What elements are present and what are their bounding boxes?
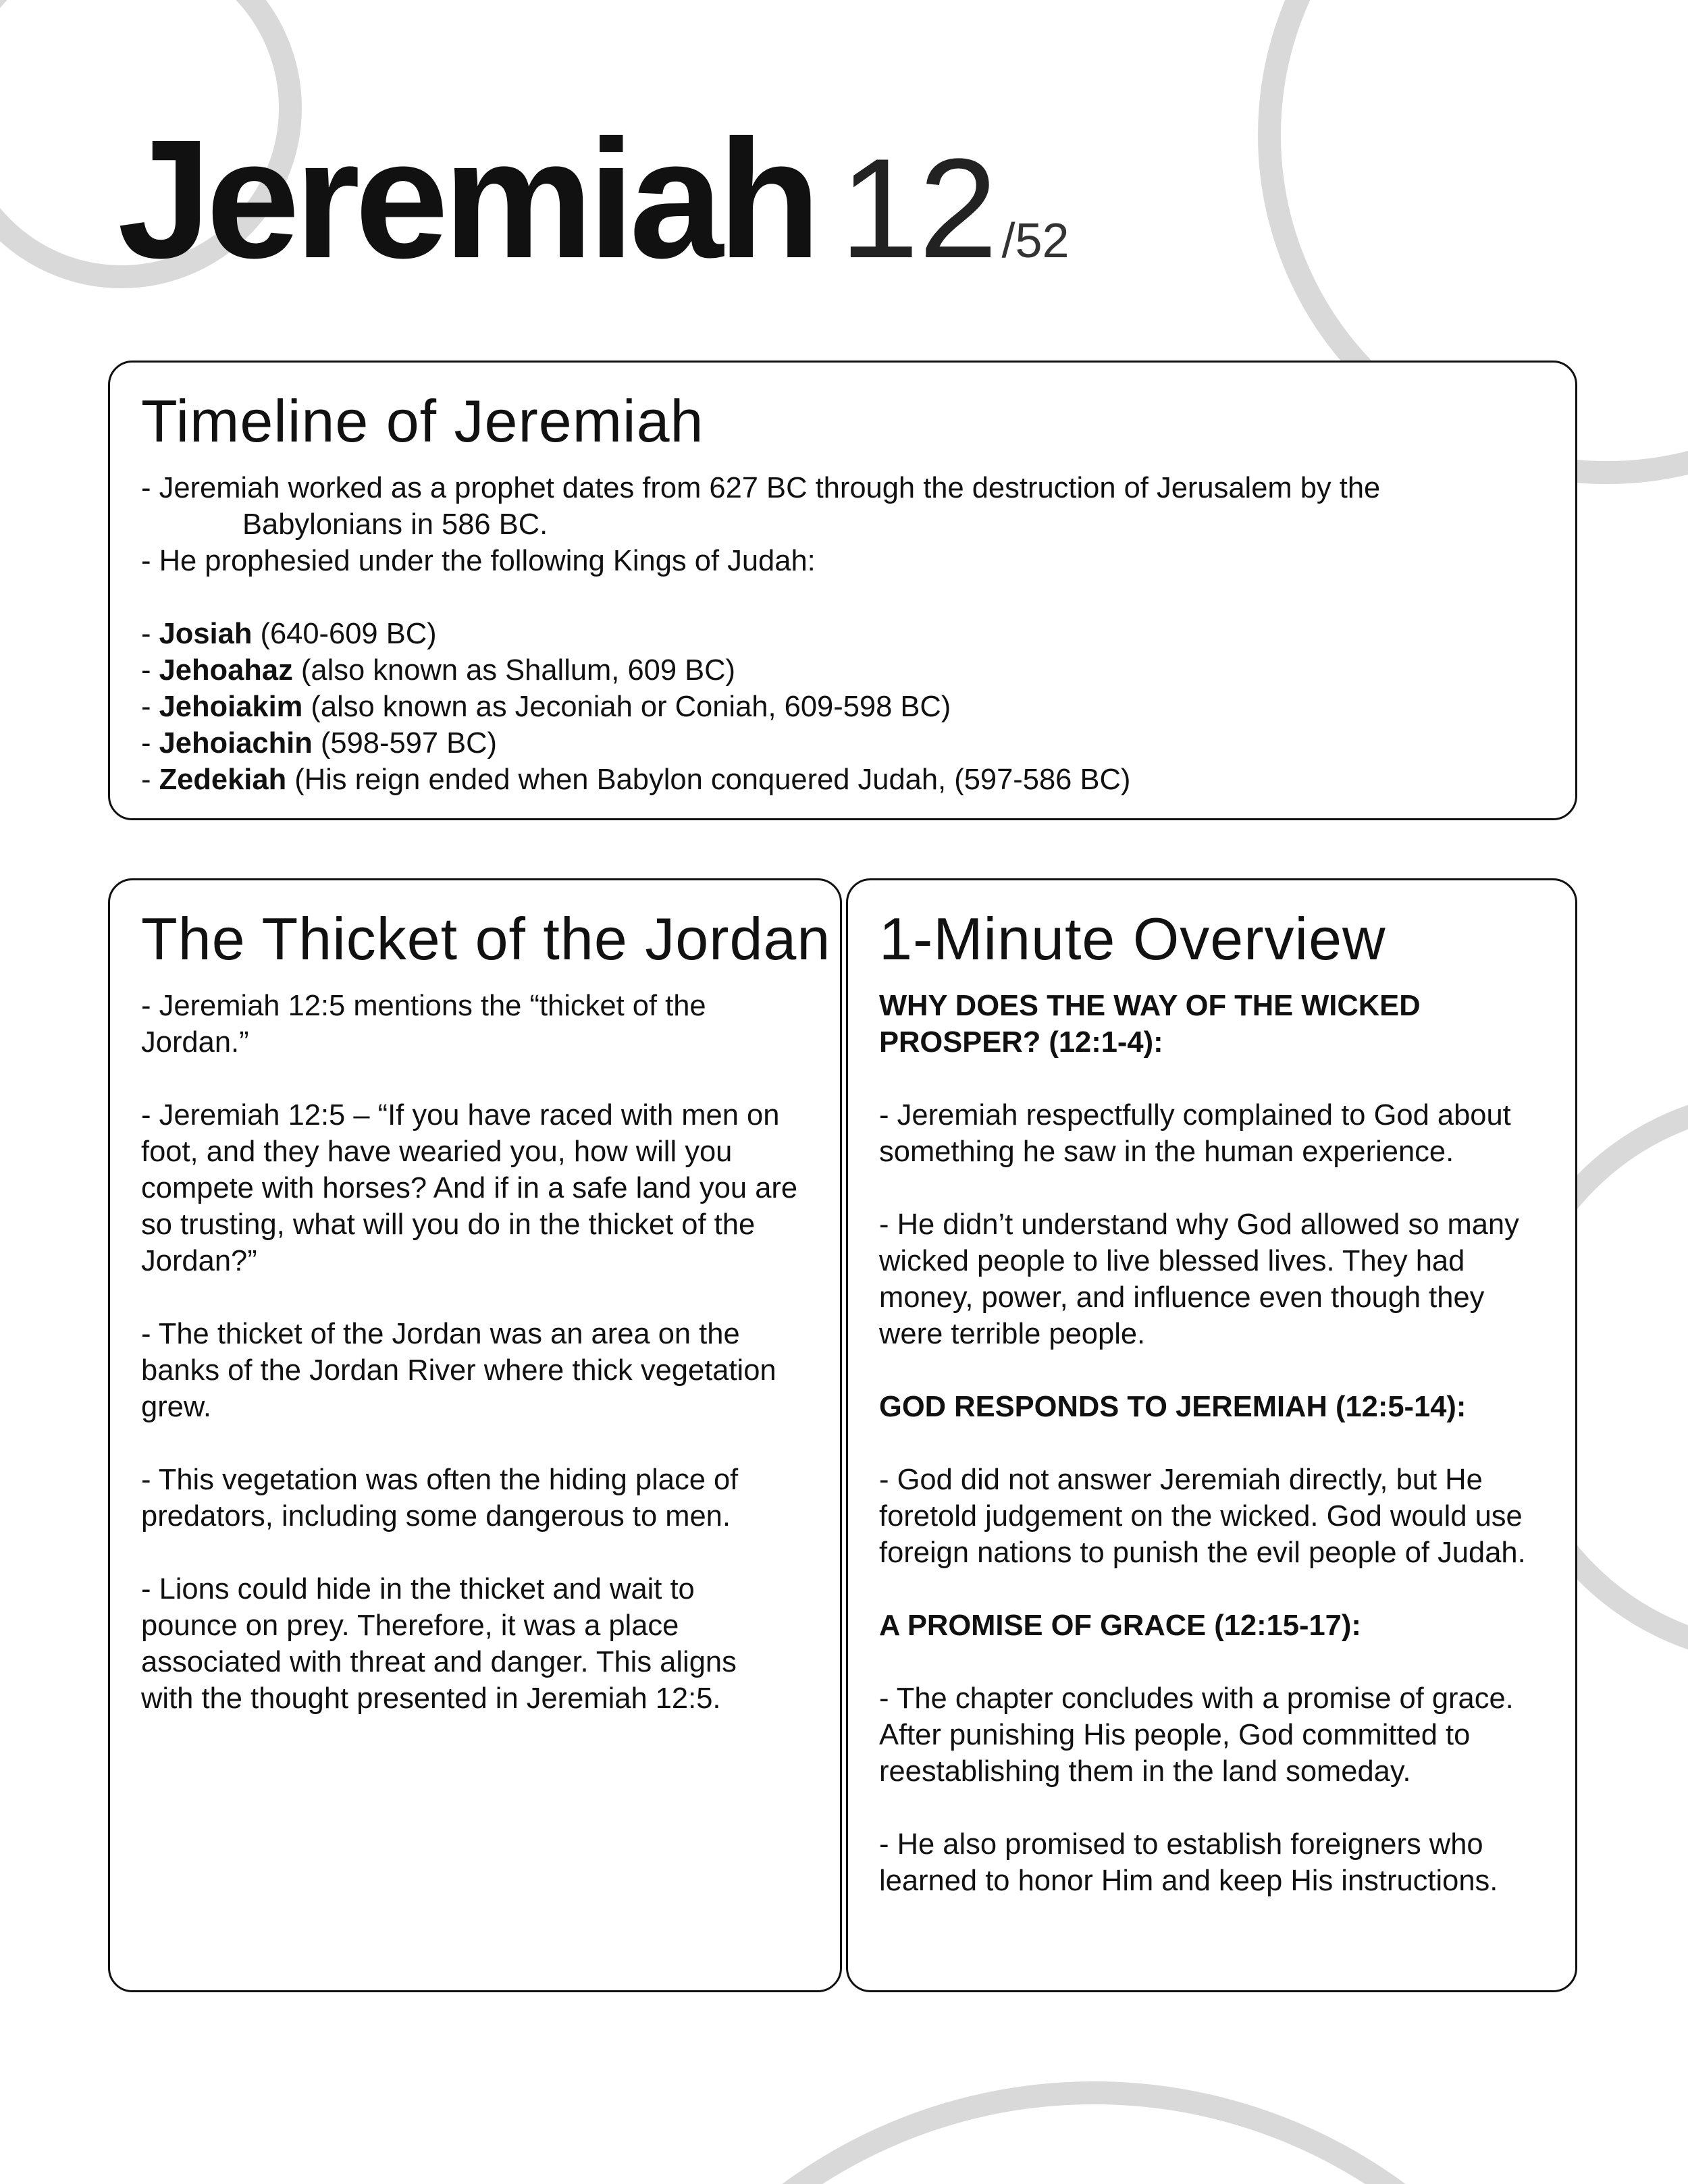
text-line: with the thought presented in Jeremiah 12:5. bbox=[141, 1682, 721, 1715]
text-line: PROSPER? (12:1-4): bbox=[879, 1026, 1163, 1059]
king-name: Jehoiakim bbox=[159, 691, 303, 724]
text-line: predators, including some dangerous to men. bbox=[141, 1500, 731, 1533]
text-line: so trusting, what will you do in the thicket of the bbox=[141, 1208, 756, 1242]
timeline-card bbox=[108, 361, 1577, 820]
overview-paragraph bbox=[879, 1680, 1555, 1790]
king-name: Jehoiachin bbox=[159, 727, 313, 760]
king-item: - Josiah (640-609 BC) bbox=[141, 618, 437, 651]
thicket-paragraph bbox=[141, 988, 813, 1061]
overview-paragraph bbox=[879, 1826, 1555, 1899]
text-line: - This vegetation was often the hiding place of bbox=[141, 1464, 739, 1497]
thicket-paragraph bbox=[141, 1097, 813, 1279]
king-detail: (598-597 BC) bbox=[312, 727, 498, 760]
text-line: foot, and they have wearied you, how will you bbox=[141, 1136, 733, 1169]
text-line: learned to honor Him and keep His instructions. bbox=[879, 1865, 1498, 1898]
overview-card bbox=[846, 878, 1577, 1992]
text-line: foretold judgement on the wicked. God would use bbox=[879, 1500, 1523, 1533]
king-name: Jehoahaz bbox=[159, 654, 293, 687]
page-title: Jeremiah bbox=[117, 105, 816, 293]
king-detail: (640-609 BC) bbox=[252, 618, 437, 651]
text-line: - Jeremiah 12:5 mentions the “thicket of the bbox=[141, 990, 706, 1023]
timeline-body bbox=[141, 470, 1546, 798]
text-line: compete with horses? And if in a safe land you are bbox=[141, 1172, 798, 1205]
timeline-line: Babylonians in 586 BC. bbox=[242, 508, 548, 541]
section-heading bbox=[879, 1389, 1555, 1425]
king-detail: (also known as Shallum, 609 BC) bbox=[292, 654, 736, 687]
text-line: A PROMISE OF GRACE (12:15-17): bbox=[879, 1609, 1361, 1643]
king-item: - Zedekiah (His reign ended when Babylon conquered Judah, (597-586 BC) bbox=[141, 764, 1131, 797]
text-line: - God did not answer Jeremiah directly, but He bbox=[879, 1464, 1483, 1497]
text-line: wicked people to live blessed lives. They had bbox=[879, 1245, 1465, 1278]
text-line: Jordan?” bbox=[141, 1245, 257, 1278]
text-line: grew. bbox=[141, 1391, 211, 1424]
thicket-paragraph bbox=[141, 1571, 813, 1717]
overview-paragraph bbox=[879, 1206, 1555, 1352]
king-name: Josiah bbox=[159, 618, 253, 651]
thicket-paragraph bbox=[141, 1462, 813, 1535]
text-line: money, power, and influence even though they bbox=[879, 1281, 1485, 1314]
timeline-line: - Jeremiah worked as a prophet dates from 627 BC through the destruction of Jerusalem by the bbox=[141, 472, 1381, 505]
king-detail: (His reign ended when Babylon conquered Judah, (597-586 BC) bbox=[286, 764, 1131, 797]
text-line: - Lions could hide in the thicket and wait to bbox=[141, 1573, 695, 1606]
thicket-paragraph bbox=[141, 1316, 813, 1425]
chapter-total: /52 bbox=[1001, 214, 1070, 268]
king-item: - Jehoiachin (598-597 BC) bbox=[141, 727, 498, 760]
spacer bbox=[141, 579, 1546, 616]
text-line: - He also promised to establish foreigners who bbox=[879, 1828, 1483, 1861]
text-line: pounce on prey. Therefore, it was a place bbox=[141, 1609, 679, 1643]
overview-paragraph bbox=[879, 1462, 1555, 1571]
king-name: Zedekiah bbox=[159, 764, 287, 797]
overview-body bbox=[879, 988, 1555, 1899]
text-line: - The thicket of the Jordan was an area on the bbox=[141, 1318, 740, 1351]
timeline-title: Timeline of Jeremiah bbox=[141, 388, 704, 454]
text-line: After punishing His people, God committed to bbox=[879, 1719, 1471, 1752]
text-line: - He didn’t understand why God allowed so many bbox=[879, 1208, 1519, 1242]
timeline-line: - He prophesied under the following Kings of Judah: bbox=[141, 545, 816, 578]
text-line: Jordan.” bbox=[141, 1026, 249, 1059]
ring-bottom bbox=[581, 2093, 1607, 2184]
thicket-title: The Thicket of the Jordan bbox=[141, 905, 831, 972]
thicket-body bbox=[141, 988, 813, 1717]
text-line: - The chapter concludes with a promise of grace. bbox=[879, 1682, 1514, 1715]
text-line: foreign nations to punish the evil people of Judah. bbox=[879, 1537, 1526, 1570]
text-line: reestablishing them in the land someday. bbox=[879, 1755, 1411, 1788]
overview-paragraph bbox=[879, 1097, 1555, 1170]
text-line: GOD RESPONDS TO JEREMIAH (12:5-14): bbox=[879, 1391, 1467, 1424]
king-item: - Jehoiakim (also known as Jeconiah or Coniah, 609-598 BC) bbox=[141, 691, 951, 724]
text-line: associated with threat and danger. This aligns bbox=[141, 1646, 737, 1679]
overview-title: 1-Minute Overview bbox=[879, 905, 1386, 972]
page-header bbox=[117, 105, 1070, 293]
section-heading bbox=[879, 988, 1555, 1061]
king-item: - Jehoahaz (also known as Shallum, 609 BC) bbox=[141, 654, 736, 687]
text-line: banks of the Jordan River where thick vegetation bbox=[141, 1354, 776, 1387]
thicket-card bbox=[108, 878, 842, 1992]
section-heading bbox=[879, 1607, 1555, 1644]
text-line: something he saw in the human experience. bbox=[879, 1136, 1454, 1169]
text-line: - Jeremiah respectfully complained to God about bbox=[879, 1099, 1511, 1132]
text-line: were terrible people. bbox=[879, 1318, 1146, 1351]
text-line: WHY DOES THE WAY OF THE WICKED bbox=[879, 990, 1421, 1023]
text-line: - Jeremiah 12:5 – “If you have raced with men on bbox=[141, 1099, 780, 1132]
king-detail: (also known as Jeconiah or Coniah, 609-598 BC) bbox=[302, 691, 951, 724]
chapter-number: 12 bbox=[839, 129, 998, 288]
